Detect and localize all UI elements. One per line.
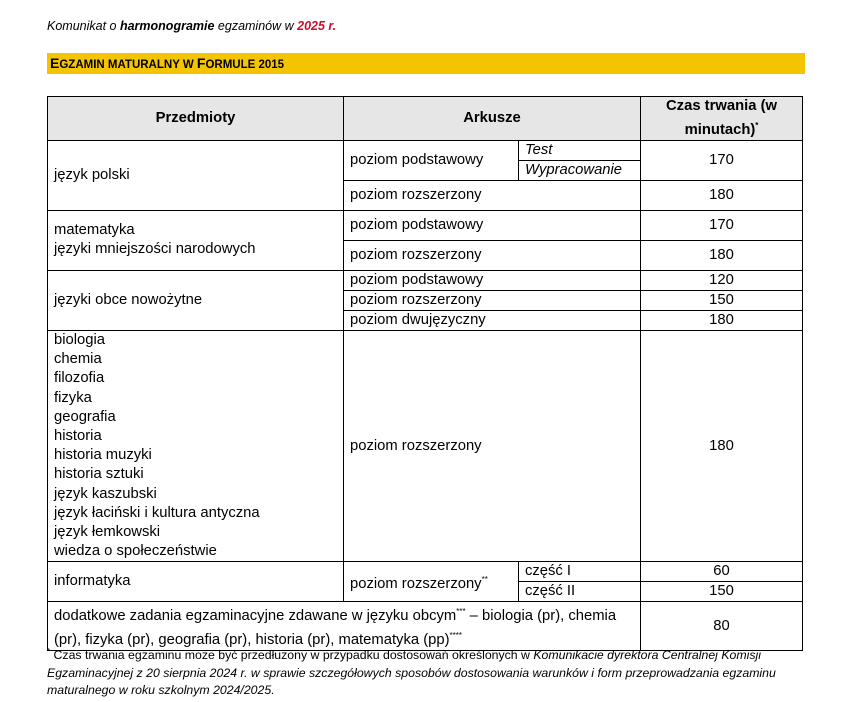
time-cell: 120 [641, 270, 803, 290]
header-duration-text: Czas trwania (w minutach) [666, 98, 778, 138]
level-cell: poziom rozszerzony [344, 180, 641, 210]
subject-cell: język polski [48, 140, 344, 210]
footnote-mark: * [47, 647, 51, 656]
level-cell: poziom podstawowy [344, 140, 519, 180]
footnote-mark: **** [449, 631, 462, 641]
header-duration-mark: * [755, 121, 759, 130]
additional-text: – biologia (pr), chemia (pr), fizyka (pr), geografia (pr), historia (pr), matematyka (pp) [54, 608, 617, 649]
section-title-small1: GZAMIN MATURALNY W [59, 59, 197, 71]
subject-name: historia muzyki [54, 447, 152, 464]
page-header [47, 19, 336, 33]
level-cell: poziom rozszerzony [344, 290, 641, 310]
section-title [47, 53, 805, 74]
section-title-cap1: E [50, 55, 60, 71]
subject-name: język kaszubski [54, 485, 157, 502]
subject-name: historia sztuki [54, 466, 144, 483]
subject-list-cell [48, 330, 344, 561]
table-row [48, 140, 803, 160]
section-title-small2: ORMULE 2015 [205, 59, 285, 71]
time-cell: 60 [641, 562, 803, 582]
sheet-cell: Test [519, 140, 641, 160]
header-year: 2025 r. [297, 19, 337, 33]
subject-name: chemia [54, 351, 102, 368]
footnote-text: Czas trwania egzaminu może być przedłużony w przypadku dostosowań określonych w [50, 648, 534, 663]
part-cell: część II [519, 582, 641, 602]
level-text: poziom rozszerzony [350, 575, 482, 592]
header-middle: egzaminów w [214, 19, 298, 33]
section-title-cap2: F [196, 55, 206, 71]
additional-text: dodatkowe zadania egzaminacyjne zdawane w języku obcym [54, 608, 457, 625]
table-row [48, 562, 803, 582]
subject-name: język łaciński i kultura antyczna [54, 504, 260, 521]
subject-name: filozofia [54, 370, 105, 387]
exam-schedule-table [47, 96, 803, 651]
subject-cell: informatyka [48, 562, 344, 602]
subject-name: historia [54, 427, 102, 444]
level-cell: poziom podstawowy [344, 270, 641, 290]
table-row [48, 330, 803, 561]
time-cell: 180 [641, 240, 803, 270]
subject-name: fizyka [54, 389, 92, 406]
footnote [47, 643, 807, 700]
level-cell: poziom podstawowy [344, 210, 641, 240]
table-header-row [48, 97, 803, 141]
header-duration [641, 97, 803, 141]
time-cell: 150 [641, 290, 803, 310]
footnote-text-italic: Komunikacie dyrektora Centralnej Komisji Egzaminacyjnej z 20 sierpnia 2024 r. w sprawie szczegółowych sposobów dostosowania warunków i form przeprowadzania egzaminu maturalnego w roku szkolnym 2024/2025. [47, 648, 776, 698]
footnote-mark: *** [456, 607, 466, 617]
subject-cell [48, 210, 344, 270]
header-bold-word: harmonogramie [119, 19, 215, 33]
subject-name: matematyka [54, 222, 135, 239]
level-cell: poziom rozszerzony [344, 240, 641, 270]
subject-name: języki mniejszości narodowych [54, 241, 256, 258]
table-row [48, 270, 803, 290]
header-prefix: Komunikat o [47, 19, 120, 33]
time-cell: 180 [641, 180, 803, 210]
time-cell: 180 [641, 310, 803, 330]
header-subjects: Przedmioty [48, 97, 344, 141]
time-cell: 180 [641, 330, 803, 561]
level-cell: poziom dwujęzyczny [344, 310, 641, 330]
subject-name: wiedza o społeczeństwie [54, 543, 217, 560]
subject-name: język łemkowski [54, 523, 161, 540]
time-cell: 150 [641, 582, 803, 602]
level-cell: poziom rozszerzony [344, 330, 641, 561]
time-cell: 170 [641, 210, 803, 240]
table-row [48, 210, 803, 240]
subject-name: geografia [54, 408, 116, 425]
subject-name: biologia [54, 331, 106, 348]
level-cell [344, 562, 519, 602]
time-cell: 80 [641, 602, 803, 651]
part-cell: część I [519, 562, 641, 582]
footnote-mark: ** [481, 574, 488, 584]
subject-cell: języki obce nowożytne [48, 270, 344, 330]
sheet-cell: Wypracowanie [519, 160, 641, 180]
header-sheets: Arkusze [344, 97, 641, 141]
time-cell: 170 [641, 140, 803, 180]
